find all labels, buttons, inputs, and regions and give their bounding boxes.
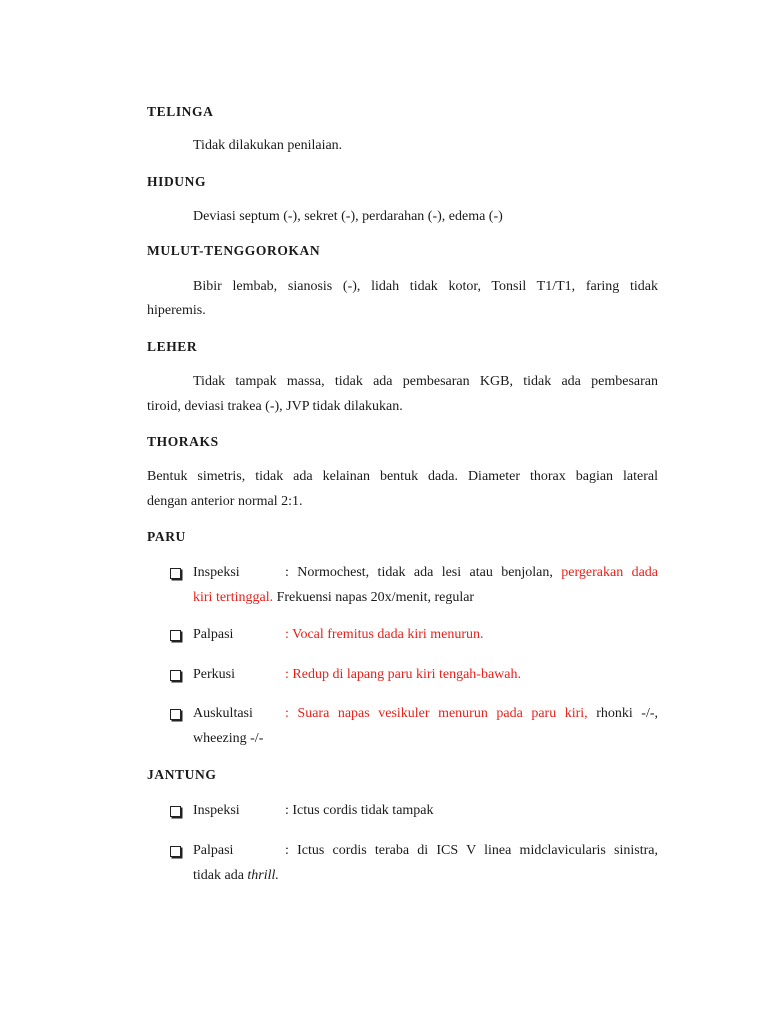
- paru-inspeksi-value: [285, 564, 658, 582]
- paru-auskultasi-value-red: : Suara napas vesikuler menurun pada paru kiri,: [285, 706, 588, 721]
- jantung-inspeksi-label: Inspeksi: [193, 803, 240, 818]
- jantung-palpasi-value: : Ictus cordis teraba di ICS V linea midclavicularis sinistra,: [285, 843, 658, 858]
- checkbox-icon: [170, 709, 181, 720]
- jantung-palpasi-cont: [193, 867, 279, 885]
- paru-inspeksi-cont-black: Frekuensi napas 20x/menit, regular: [276, 590, 475, 605]
- heading-jantung: JANTUNG: [147, 767, 217, 782]
- jantung-palpasi-cont-italic: thrill.: [247, 868, 279, 883]
- heading-hidung: HIDUNG: [147, 174, 207, 189]
- checkbox-icon: [170, 846, 181, 857]
- paru-inspeksi-value-black: : Normochest, tidak ada lesi atau benjolan,: [285, 565, 553, 580]
- paru-auskultasi-label: Auskultasi: [193, 706, 253, 721]
- paru-inspeksi-cont: [193, 589, 474, 607]
- paru-palpasi-label: Palpasi: [193, 627, 234, 642]
- jantung-inspeksi-value: : Ictus cordis tidak tampak: [285, 803, 434, 818]
- paru-perkusi-value: : Redup di lapang paru kiri tengah-bawah.: [285, 667, 521, 682]
- heading-mulut-tenggorokan: MULUT-TENGGOROKAN: [147, 243, 321, 258]
- checkbox-icon: [170, 670, 181, 681]
- paru-auskultasi-value-black: rhonki -/-,: [596, 706, 658, 721]
- mulut-text-line1: Bibir lembab, sianosis (-), lidah tidak kotor, Tonsil T1/T1, faring tidak: [193, 279, 658, 294]
- leher-text-line2: tiroid, deviasi trakea (-), JVP tidak dilakukan.: [147, 399, 403, 414]
- checkbox-icon: [170, 806, 181, 817]
- thoraks-text-line2: dengan anterior normal 2:1.: [147, 494, 303, 509]
- paru-auskultasi-cont: wheezing -/-: [193, 731, 264, 746]
- mulut-text-line2: hiperemis.: [147, 303, 206, 318]
- jantung-palpasi-cont-text: tidak ada: [193, 868, 244, 883]
- paru-inspeksi-label: Inspeksi: [193, 565, 240, 580]
- heading-leher: LEHER: [147, 339, 198, 354]
- checkbox-icon: [170, 630, 181, 641]
- jantung-palpasi-label: Palpasi: [193, 843, 234, 858]
- paru-inspeksi-value-red: pergerakan dada: [561, 565, 659, 580]
- paru-auskultasi-value: [285, 705, 658, 723]
- telinga-text: Tidak dilakukan penilaian.: [193, 138, 343, 153]
- checkbox-icon: [170, 568, 181, 579]
- leher-text-line1: Tidak tampak massa, tidak ada pembesaran KGB, tidak ada pembesaran: [193, 374, 658, 389]
- paru-perkusi-label: Perkusi: [193, 667, 235, 682]
- paru-palpasi-value: : Vocal fremitus dada kiri menurun.: [285, 627, 484, 642]
- heading-paru: PARU: [147, 529, 186, 544]
- hidung-text: Deviasi septum (-), sekret (-), perdarahan (-), edema (-): [193, 209, 503, 224]
- heading-thoraks: THORAKS: [147, 434, 219, 449]
- paru-inspeksi-cont-red: kiri tertinggal.: [193, 590, 274, 605]
- thoraks-text-line1: Bentuk simetris, tidak ada kelainan bentuk dada. Diameter thorax bagian lateral: [147, 469, 658, 484]
- heading-telinga: TELINGA: [147, 104, 214, 119]
